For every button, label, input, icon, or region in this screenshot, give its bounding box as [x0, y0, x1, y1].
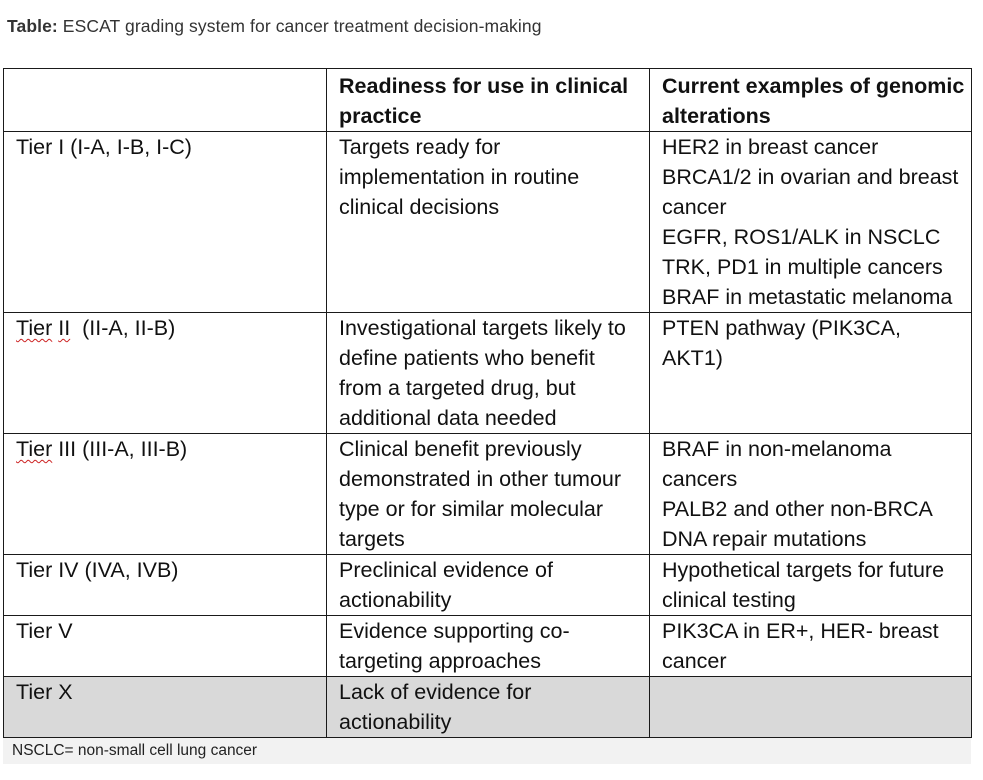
- cell-line: Lack of evidence for: [339, 680, 532, 704]
- cell-line: Evidence supporting co-: [339, 619, 570, 643]
- cell-line: Targets ready for: [339, 135, 501, 159]
- examples-cell: [650, 677, 972, 738]
- table-row: [4, 132, 972, 313]
- table-row: [4, 313, 972, 434]
- header-line: practice: [339, 104, 422, 128]
- cell-line: actionability: [339, 588, 452, 612]
- cell-line: cancer: [662, 195, 727, 219]
- cell-line: implementation in routine: [339, 165, 580, 189]
- caption-label: Table:: [7, 16, 58, 36]
- table-row: [4, 555, 972, 616]
- header-line: Readiness for use in clinical: [339, 74, 629, 98]
- tier-subgrades: (II-A, II-B): [70, 316, 176, 340]
- header-tier: [4, 69, 327, 132]
- cell-line: clinical testing: [662, 588, 796, 612]
- cell-line: PALB2 and other non-BRCA: [662, 497, 933, 521]
- table-row: [4, 434, 972, 555]
- cell-line: Tier I (I-A, I-B, I-C): [16, 135, 192, 159]
- cell-line: actionability: [339, 710, 452, 734]
- escat-table: [3, 68, 972, 738]
- cell-line: additional data needed: [339, 406, 557, 430]
- spellcheck-word: Tier: [16, 316, 53, 340]
- cell-line: TRK, PD1 in multiple cancers: [662, 255, 943, 279]
- tier-cell: [4, 677, 327, 738]
- caption-text: ESCAT grading system for cancer treatment decision-making: [57, 16, 542, 36]
- readiness-cell: [327, 434, 650, 555]
- cell-line: BRAF in metastatic melanoma: [662, 285, 953, 309]
- cell-line: BRCA1/2 in ovarian and breast: [662, 165, 959, 189]
- examples-cell: [650, 555, 972, 616]
- cell-line: BRAF in non-melanoma: [662, 437, 892, 461]
- examples-cell: [650, 616, 972, 677]
- cell-line: AKT1): [662, 346, 723, 370]
- spellcheck-word: Tier: [16, 437, 53, 461]
- cell-line: EGFR, ROS1/ALK in NSCLC: [662, 225, 941, 249]
- cell-line: Preclinical evidence of: [339, 558, 553, 582]
- cell-line: Tier X: [16, 680, 73, 704]
- tier-cell: [4, 555, 327, 616]
- table-row: [4, 616, 972, 677]
- examples-cell: [650, 132, 972, 313]
- table-caption: [7, 16, 542, 37]
- cell-line: PTEN pathway (PIK3CA,: [662, 316, 901, 340]
- header-line: alterations: [662, 104, 771, 128]
- examples-cell: [650, 313, 972, 434]
- cell-line: PIK3CA in ER+, HER- breast: [662, 619, 939, 643]
- tier-cell: [4, 313, 327, 434]
- cell-line: from a targeted drug, but: [339, 376, 576, 400]
- cell-line: Investigational targets likely to: [339, 316, 626, 340]
- cell-line: targeting approaches: [339, 649, 542, 673]
- readiness-cell: [327, 313, 650, 434]
- cell-line: targets: [339, 527, 405, 551]
- cell-line: cancers: [662, 467, 738, 491]
- cell-line: clinical decisions: [339, 195, 500, 219]
- examples-cell: [650, 434, 972, 555]
- readiness-cell: [327, 132, 650, 313]
- readiness-cell: [327, 555, 650, 616]
- tier-cell: [4, 132, 327, 313]
- table-footnote: NSCLC= non-small cell lung cancer: [12, 742, 258, 759]
- cell-line: Tier V: [16, 619, 73, 643]
- spellcheck-word: II: [58, 316, 71, 340]
- header-examples: [650, 69, 972, 132]
- tier-cell: [4, 616, 327, 677]
- cell-line: demonstrated in other tumour: [339, 467, 622, 491]
- cell-line: Tier IV (IVA, IVB): [16, 558, 179, 582]
- tier-subgrades: III (III-A, III-B): [52, 437, 188, 461]
- cell-line: DNA repair mutations: [662, 527, 867, 551]
- cell-line: [16, 434, 320, 464]
- table-header-row: [4, 69, 972, 132]
- cell-line: HER2 in breast cancer: [662, 135, 879, 159]
- tier-cell: [4, 434, 327, 555]
- cell-line: define patients who benefit: [339, 346, 595, 370]
- table-row: [4, 677, 972, 738]
- readiness-cell: [327, 677, 650, 738]
- cell-line: type or for similar molecular: [339, 497, 604, 521]
- cell-line: [16, 313, 320, 343]
- header-line: Current examples of genomic: [662, 74, 965, 98]
- header-readiness: [327, 69, 650, 132]
- cell-line: Clinical benefit previously: [339, 437, 582, 461]
- readiness-cell: [327, 616, 650, 677]
- cell-line: Hypothetical targets for future: [662, 558, 945, 582]
- cell-line: cancer: [662, 649, 727, 673]
